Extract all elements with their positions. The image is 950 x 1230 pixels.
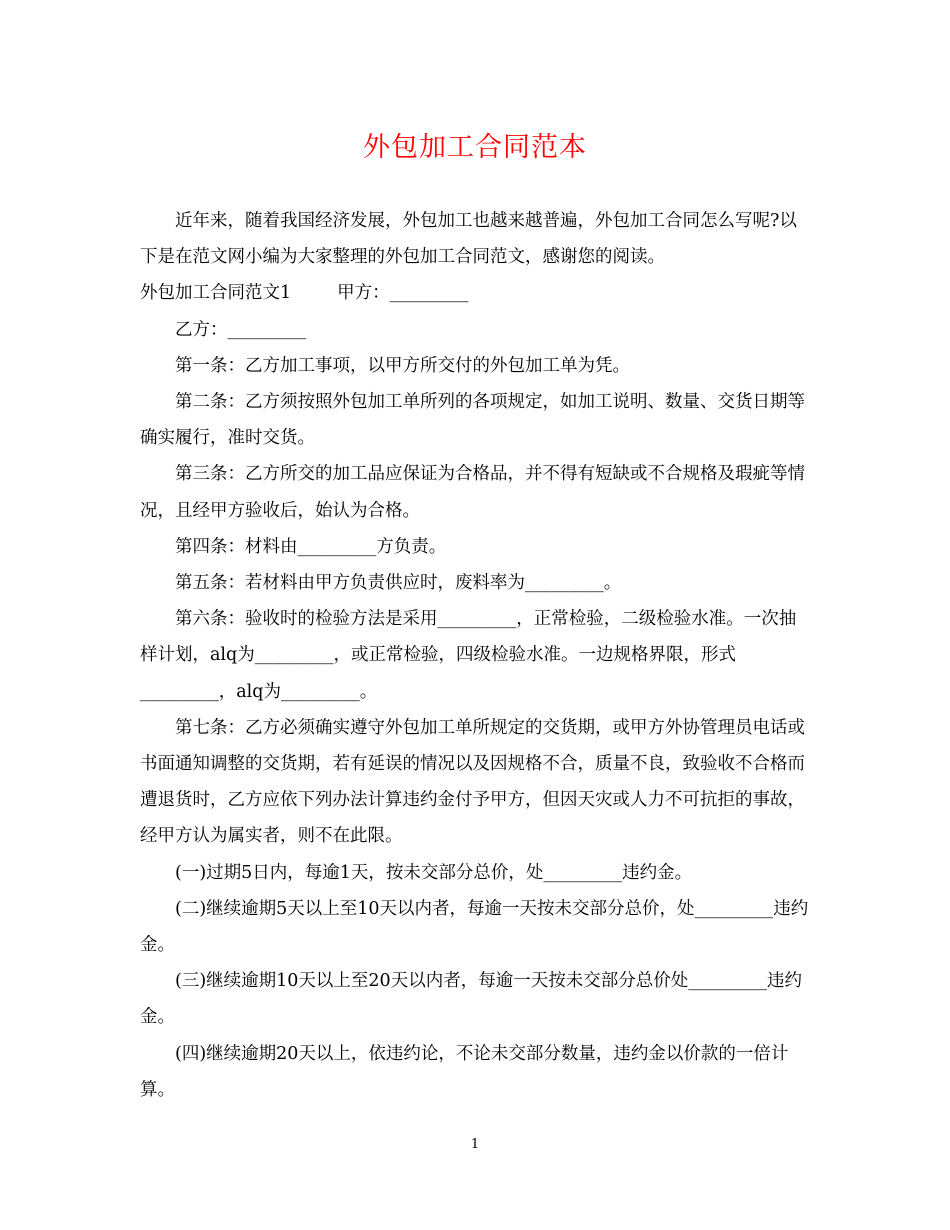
- article-7: 第七条：乙方必须确实遵守外包加工单所规定的交货期，或甲方外协管理员电话或书面通知调整的交货期，若有延误的情况以及因规格不合，质量不良，致验收不合格而遭退货时，乙方应依下列办法计算违约金付予甲方，但因天灾或人力不可抗拒的事故，经甲方认为属实者，则不在此限。: [140, 717, 805, 847]
- page-number: 1: [470, 1137, 480, 1152]
- sample-heading-line: [140, 275, 812, 311]
- penalty-clause-1: (一)过期5日内，每逾1天，按未交部分总价，处_________违约金。: [175, 862, 693, 883]
- article-6: 第六条：验收时的检验方法是采用_________，正常检验，二级检验水准。一次抽样计划，alq为_________，或正常检验，四级检验水准。一边规格界限，形式_________，alq为_________。: [140, 609, 797, 702]
- penalty-clause-4: (四)继续逾期20天以上，依违约论，不论未交部分数量，违约金以价款的一倍计算。: [140, 1043, 789, 1100]
- article-1: 第一条：乙方加工事项，以甲方所交付的外包加工单为凭。: [175, 355, 630, 376]
- intro-paragraph: 近年来，随着我国经济发展，外包加工也越来越普遍，外包加工合同怎么写呢?以下是在范文网小编为大家整理的外包加工合同范文，感谢您的阅读。: [140, 211, 797, 268]
- article-4: 第四条：材料由_________方负责。: [175, 536, 447, 557]
- document-title: 外包加工合同范本: [363, 132, 587, 163]
- sample-heading: 外包加工合同范文1: [140, 283, 292, 304]
- document-body: [140, 203, 812, 1108]
- article-3: 第三条：乙方所交的加工品应保证为合格品，并不得有短缺或不合规格及瑕疵等情况，且经甲方验收后，始认为合格。: [140, 464, 805, 521]
- party-a-field: 甲方：_________: [337, 283, 469, 304]
- article-2: 第二条：乙方须按照外包加工单所列的各项规定，如加工说明、数量、交货日期等确实履行，准时交货。: [140, 392, 805, 449]
- party-b-field: 乙方：_________: [175, 319, 307, 340]
- article-5: 第五条：若材料由甲方负责供应时，废料率为_________。: [175, 573, 622, 594]
- penalty-clause-3: (三)继续逾期10天以上至20天以内者，每逾一天按未交部分总价处_________违约金。: [140, 971, 802, 1028]
- penalty-clause-2: (二)继续逾期5天以上至10天以内者，每逾一天按未交部分总价，处_________违约金。: [140, 898, 809, 956]
